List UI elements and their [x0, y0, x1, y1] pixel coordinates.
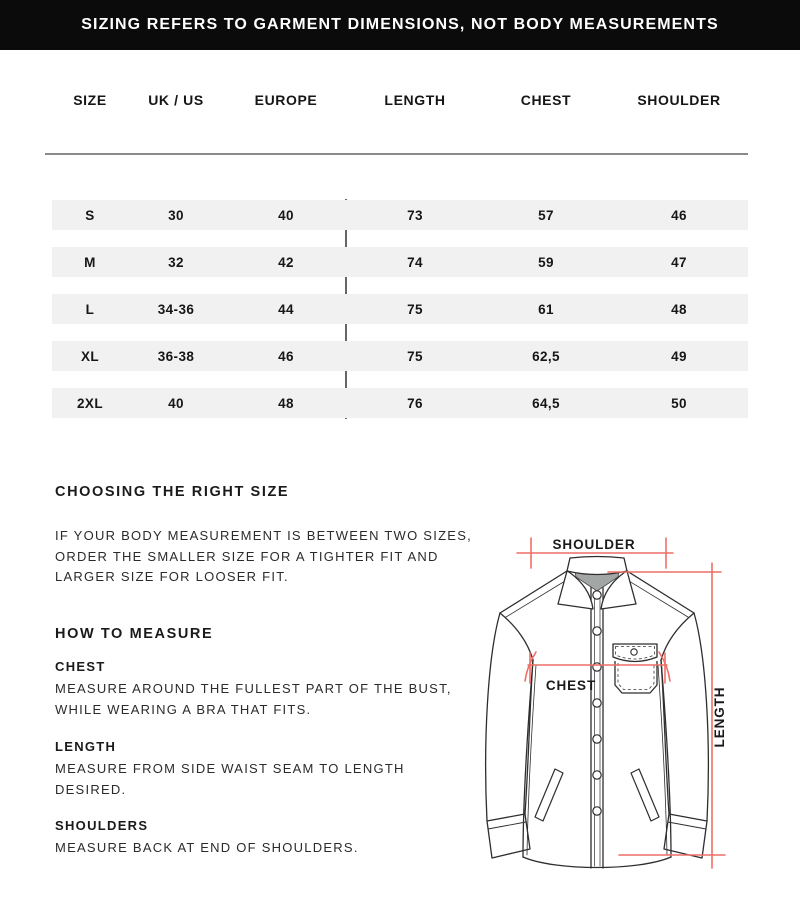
cell-ukus: 40	[168, 395, 184, 411]
chest-pocket	[613, 644, 657, 693]
cell-size: L	[85, 301, 95, 317]
cell-chest: 64,5	[532, 395, 560, 411]
shirt-measurement-diagram	[470, 525, 770, 915]
cell-europe: 46	[278, 348, 294, 364]
text-line: IF YOUR BODY MEASUREMENT IS BETWEEN TWO SIZES,	[55, 528, 472, 543]
text-line: MEASURE AROUND THE FULLEST PART OF THE BUST,	[55, 681, 452, 696]
measure-length-label: LENGTH	[55, 739, 117, 754]
cell-length: 75	[407, 348, 423, 364]
shoulder-measure-label: SHOULDER	[552, 537, 636, 552]
cell-ukus: 30	[168, 207, 184, 223]
size-table-header	[52, 92, 748, 108]
cell-chest: 61	[538, 301, 554, 317]
cell-ukus: 32	[168, 254, 184, 270]
table-row	[52, 294, 748, 324]
col-header-ukus: UK / US	[148, 92, 204, 108]
col-header-europe: EUROPE	[254, 92, 318, 108]
cell-europe: 48	[278, 395, 294, 411]
choosing-size-text	[55, 526, 472, 588]
measure-shoulders-label: SHOULDERS	[55, 818, 149, 833]
cell-shoulder: 48	[671, 301, 687, 317]
cell-ukus: 34-36	[157, 301, 195, 317]
cell-size: XL	[80, 348, 100, 364]
cell-chest: 59	[538, 254, 554, 270]
cell-shoulder: 50	[671, 395, 687, 411]
cell-length: 76	[407, 395, 423, 411]
shirt-outline	[486, 571, 709, 868]
col-header-shoulder: SHOULDER	[637, 92, 721, 108]
cell-size: 2XL	[77, 395, 103, 411]
how-to-measure-title: HOW TO MEASURE	[55, 626, 214, 642]
measure-length-text	[55, 759, 405, 800]
col-header-size: SIZE	[73, 92, 107, 108]
cell-europe: 44	[278, 301, 294, 317]
measure-chest-text	[55, 679, 452, 720]
measure-chest-label: CHEST	[55, 659, 106, 674]
cell-length: 75	[407, 301, 423, 317]
table-header-divider	[45, 153, 748, 155]
table-row	[52, 341, 748, 371]
pocket-button	[631, 649, 637, 655]
cell-length: 74	[407, 254, 423, 270]
cell-shoulder: 47	[671, 254, 687, 270]
disclaimer-text: SIZING REFERS TO GARMENT DIMENSIONS, NOT BODY MEASUREMENTS	[81, 16, 719, 33]
shirt-illustration	[470, 525, 770, 915]
cell-size: M	[84, 254, 96, 270]
table-row	[52, 247, 748, 277]
text-line: MEASURE FROM SIDE WAIST SEAM TO LENGTH	[55, 761, 405, 776]
text-line: MEASURE BACK AT END OF SHOULDERS.	[55, 840, 359, 855]
col-header-chest: CHEST	[520, 92, 572, 108]
cell-length: 73	[407, 207, 423, 223]
cell-europe: 40	[278, 207, 294, 223]
cell-europe: 42	[278, 254, 294, 270]
table-row	[52, 200, 748, 230]
cell-size: S	[85, 207, 95, 223]
text-line: WHILE WEARING A BRA THAT FITS.	[55, 701, 312, 717]
cell-shoulder: 49	[671, 348, 687, 364]
cell-chest: 62,5	[532, 348, 560, 364]
cell-shoulder: 46	[671, 207, 687, 223]
cell-ukus: 36-38	[157, 348, 195, 364]
length-measure-label: LENGTH	[712, 686, 727, 748]
text-line: LARGER SIZE FOR LOOSER FIT.	[55, 569, 289, 584]
choosing-size-title: CHOOSING THE RIGHT SIZE	[55, 484, 290, 500]
measure-shoulders-text	[55, 838, 359, 859]
disclaimer-banner	[0, 0, 800, 50]
table-row	[52, 388, 748, 418]
chest-measure-label: CHEST	[545, 678, 597, 693]
collar	[558, 557, 636, 610]
col-header-length: LENGTH	[384, 92, 446, 108]
cell-chest: 57	[538, 207, 554, 223]
text-line: ORDER THE SMALLER SIZE FOR A TIGHTER FIT AND	[55, 548, 439, 564]
text-line: DESIRED.	[55, 781, 127, 797]
